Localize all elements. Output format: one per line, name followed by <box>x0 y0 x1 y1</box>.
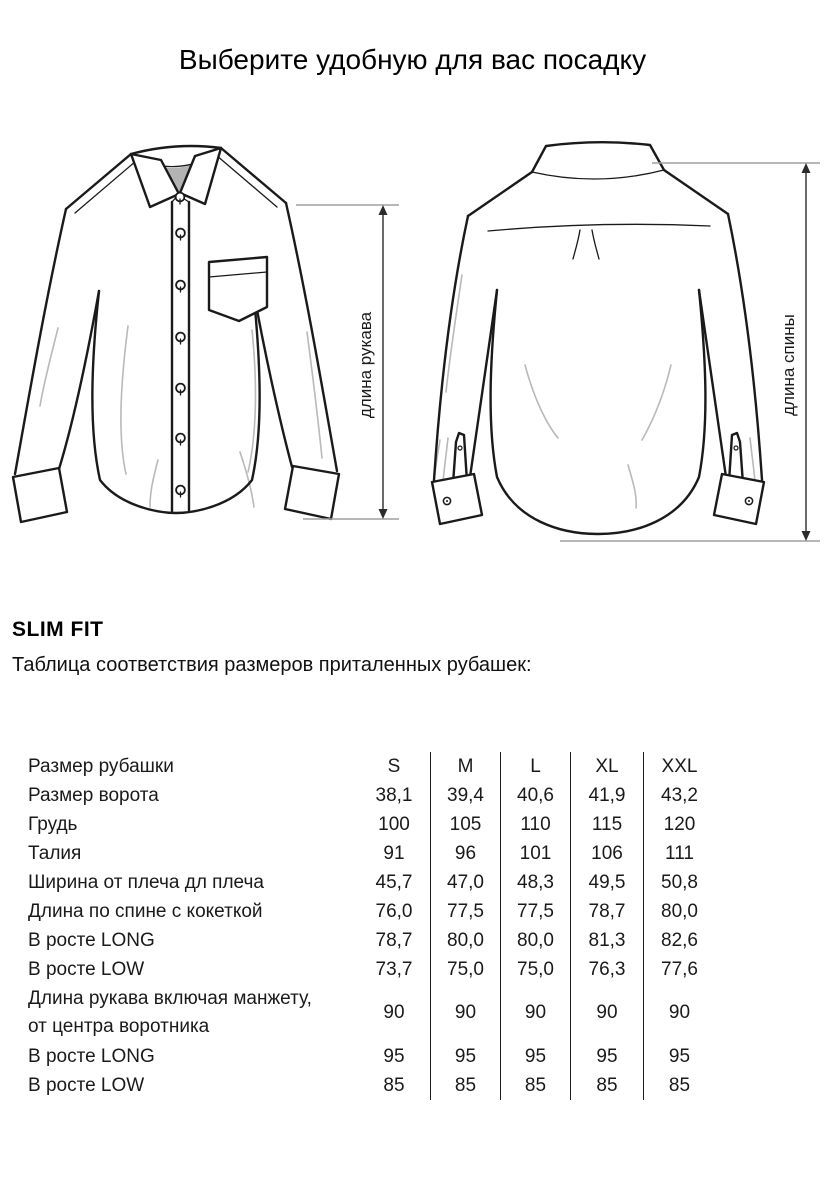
cell-value: 85 <box>500 1071 570 1100</box>
front-body-outline <box>92 288 259 513</box>
cell-value: 49,5 <box>570 868 643 897</box>
row-label: Талия <box>28 842 82 864</box>
row-label-line2: от центра воротника <box>28 1016 210 1037</box>
cell-value: 75,0 <box>500 955 570 984</box>
size-header: XL <box>570 752 643 781</box>
table-header-row <box>28 752 748 781</box>
cell-value: 73,7 <box>375 958 413 980</box>
row-label-line1: Длина рукава включая манжету, <box>28 988 312 1009</box>
front-placket <box>172 195 189 511</box>
front-right-shoulder <box>221 148 286 203</box>
cell-value: 41,9 <box>570 781 643 810</box>
table-row <box>28 926 748 955</box>
table-row <box>28 868 748 897</box>
cell-value: 95 <box>383 1045 405 1067</box>
back-shirt-drawing <box>432 142 764 534</box>
front-left-cuff <box>13 468 67 522</box>
cell-value: 100 <box>378 813 410 835</box>
table-row <box>28 781 748 810</box>
front-buttons <box>176 193 185 497</box>
row-label: Ширина от плеча дл плеча <box>28 871 264 893</box>
front-right-sleeve-outer <box>286 203 337 471</box>
fit-subtitle: Таблица соответствия размеров приталенных рубашек: <box>12 654 532 676</box>
cell-value: 75,0 <box>430 955 500 984</box>
cell-value: 85 <box>430 1071 500 1100</box>
front-collar-left-point <box>131 154 179 207</box>
cell-value: 90 <box>643 984 715 1042</box>
front-left-sleeve-outer <box>15 209 66 474</box>
size-table <box>28 752 748 1100</box>
row-label: В росте LOW <box>28 958 145 980</box>
size-header: L <box>500 752 570 781</box>
cell-value: 50,8 <box>643 868 715 897</box>
cell-value: 76,3 <box>570 955 643 984</box>
row-label: Длина по спине с кокеткой <box>28 900 263 922</box>
back-left-shoulder <box>468 172 532 216</box>
fit-heading: SLIM FIT <box>12 618 104 641</box>
back-body-outline <box>491 290 706 534</box>
cell-value: 90 <box>570 984 643 1042</box>
cell-value: 85 <box>570 1071 643 1100</box>
row-label: В росте LONG <box>28 929 155 951</box>
back-cuffs <box>432 474 764 524</box>
cell-value: 80,0 <box>500 926 570 955</box>
row-label: В росте LONG <box>28 1045 155 1067</box>
back-right-shoulder <box>664 170 728 214</box>
cell-value: 78,7 <box>375 929 413 951</box>
cell-value: 90 <box>430 984 500 1042</box>
table-row <box>28 984 748 1042</box>
back-collar <box>532 142 664 179</box>
row-label <box>28 985 358 1041</box>
table-row <box>28 897 748 926</box>
cell-value: 77,5 <box>500 897 570 926</box>
cell-value: 115 <box>570 810 643 839</box>
cell-value: 90 <box>500 984 570 1042</box>
row-label: Размер ворота <box>28 784 159 806</box>
cell-value: 96 <box>430 839 500 868</box>
front-shirt-drawing <box>13 146 339 522</box>
cell-value: 111 <box>643 839 715 868</box>
shirt-measurement-diagram <box>0 130 825 570</box>
back-length-dimension <box>560 163 820 541</box>
table-row <box>28 955 748 984</box>
cell-value: 80,0 <box>430 926 500 955</box>
back-length-label: длина спины <box>779 314 798 416</box>
cell-value: 95 <box>643 1042 715 1071</box>
cell-value: 95 <box>430 1042 500 1071</box>
cell-value: 78,7 <box>570 897 643 926</box>
front-right-cuff <box>285 466 339 519</box>
table-row <box>28 839 748 868</box>
cell-value: 43,2 <box>643 781 715 810</box>
row-label: Размер рубашки <box>28 755 174 777</box>
cell-value: 38,1 <box>375 784 413 806</box>
size-header: XXL <box>643 752 715 781</box>
cell-value: 48,3 <box>500 868 570 897</box>
cell-value: 39,4 <box>430 781 500 810</box>
table-row <box>28 1042 748 1071</box>
cell-value: 77,5 <box>430 897 500 926</box>
size-header: M <box>430 752 500 781</box>
table-row <box>28 1071 748 1100</box>
size-header: S <box>387 755 401 777</box>
cell-value: 45,7 <box>375 871 413 893</box>
cell-value: 76,0 <box>375 900 413 922</box>
sleeve-length-label: длина рукава <box>356 311 375 419</box>
cell-value: 106 <box>570 839 643 868</box>
row-label: Грудь <box>28 813 78 835</box>
cell-value: 85 <box>383 1074 405 1096</box>
cell-value: 105 <box>430 810 500 839</box>
front-chest-pocket <box>209 257 267 321</box>
cell-value: 101 <box>500 839 570 868</box>
row-label: В росте LOW <box>28 1074 145 1096</box>
cell-value: 95 <box>570 1042 643 1071</box>
cell-value: 85 <box>643 1071 715 1100</box>
cell-value: 120 <box>643 810 715 839</box>
front-left-shoulder <box>66 154 131 209</box>
front-collar-right-point <box>180 148 221 204</box>
cell-value: 90 <box>383 1002 405 1023</box>
cell-value: 110 <box>500 810 570 839</box>
table-row <box>28 810 748 839</box>
cell-value: 81,3 <box>570 926 643 955</box>
page-title: Выберите удобную для вас посадку <box>178 44 647 75</box>
cell-value: 40,6 <box>500 781 570 810</box>
cell-value: 95 <box>500 1042 570 1071</box>
cell-value: 47,0 <box>430 868 500 897</box>
cell-value: 77,6 <box>643 955 715 984</box>
cell-value: 80,0 <box>643 897 715 926</box>
cell-value: 91 <box>383 842 405 864</box>
back-yoke <box>488 224 710 259</box>
cell-value: 82,6 <box>643 926 715 955</box>
